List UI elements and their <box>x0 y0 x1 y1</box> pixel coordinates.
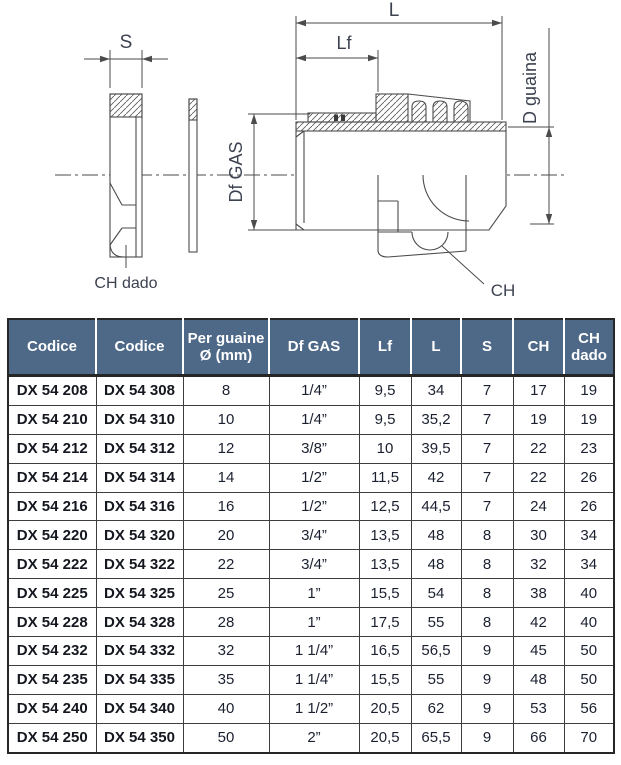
code-cell: DX 54 220 <box>8 521 96 550</box>
table-cell: 11,5 <box>359 463 411 492</box>
table-cell: 8 <box>183 376 269 406</box>
label-ch: CH <box>490 281 516 300</box>
table-cell: 50 <box>564 665 614 694</box>
table-cell: 19 <box>564 405 614 434</box>
code-cell: DX 54 232 <box>8 637 96 666</box>
column-header: CH <box>513 319 564 376</box>
table-cell: 13,5 <box>359 550 411 579</box>
code-cell: DX 54 222 <box>8 550 96 579</box>
table-cell: 34 <box>564 550 614 579</box>
code-cell: DX 54 212 <box>8 434 96 463</box>
code-cell: DX 54 216 <box>8 492 96 521</box>
table-cell: 42 <box>513 608 564 637</box>
code-cell: DX 54 312 <box>96 434 183 463</box>
table-cell: 28 <box>183 608 269 637</box>
code-cell: DX 54 340 <box>96 694 183 723</box>
table-cell: 22 <box>183 550 269 579</box>
table-cell: 12 <box>183 434 269 463</box>
table-cell: 50 <box>183 723 269 752</box>
table-cell: 9 <box>461 637 513 666</box>
table-cell: 20 <box>183 521 269 550</box>
table-cell: 19 <box>513 405 564 434</box>
table-cell: 55 <box>411 608 461 637</box>
table-cell: 3/8” <box>269 434 359 463</box>
table-body <box>8 376 614 753</box>
table-cell: 7 <box>461 492 513 521</box>
table-cell: 30 <box>513 521 564 550</box>
technical-drawing <box>0 0 621 312</box>
s-dimension <box>84 50 168 88</box>
lf-dimension <box>296 50 378 92</box>
table-cell: 40 <box>183 694 269 723</box>
table-row <box>8 434 614 463</box>
table-cell: 25 <box>183 579 269 608</box>
column-header: Df GAS <box>269 319 359 376</box>
column-header: L <box>411 319 461 376</box>
table-cell: 1 1/4” <box>269 637 359 666</box>
table-row <box>8 521 614 550</box>
column-header: S <box>461 319 513 376</box>
table-cell: 56,5 <box>411 637 461 666</box>
column-header: Codice <box>8 319 96 376</box>
label-l-dimension: L <box>388 0 400 21</box>
table-cell: 26 <box>564 463 614 492</box>
table-cell: 7 <box>461 463 513 492</box>
table-cell: 8 <box>461 608 513 637</box>
column-header: Per guaine Ø (mm) <box>183 319 269 376</box>
table-cell: 26 <box>564 492 614 521</box>
table-cell: 66 <box>513 723 564 752</box>
table-cell: 1/4” <box>269 405 359 434</box>
table-cell: 15,5 <box>359 665 411 694</box>
code-cell: DX 54 316 <box>96 492 183 521</box>
code-cell: DX 54 225 <box>8 579 96 608</box>
table-cell: 9 <box>461 665 513 694</box>
code-cell: DX 54 310 <box>96 405 183 434</box>
table-cell: 1” <box>269 579 359 608</box>
table-cell: 45 <box>513 637 564 666</box>
table-cell: 7 <box>461 405 513 434</box>
label-lf-dimension: Lf <box>336 33 352 53</box>
table-cell: 56 <box>564 694 614 723</box>
table-cell: 40 <box>564 579 614 608</box>
table-row <box>8 550 614 579</box>
table-cell: 22 <box>513 434 564 463</box>
table-cell: 1 1/4” <box>269 665 359 694</box>
nut-section <box>110 94 142 257</box>
column-header: CH dado <box>564 319 614 376</box>
table-cell: 7 <box>461 434 513 463</box>
table-cell: 10 <box>183 405 269 434</box>
table-header-row <box>8 319 614 376</box>
table-cell: 23 <box>564 434 614 463</box>
table-row <box>8 405 614 434</box>
column-header: Codice <box>96 319 183 376</box>
washer-section <box>189 99 197 252</box>
dimensions-table <box>7 318 615 754</box>
table-cell: 17 <box>513 376 564 406</box>
table-cell: 50 <box>564 637 614 666</box>
table-cell: 32 <box>183 637 269 666</box>
table-cell: 24 <box>513 492 564 521</box>
table-cell: 53 <box>513 694 564 723</box>
column-header: Lf <box>359 319 411 376</box>
table-cell: 22 <box>513 463 564 492</box>
table-cell: 15,5 <box>359 579 411 608</box>
table-cell: 20,5 <box>359 694 411 723</box>
table-cell: 34 <box>564 521 614 550</box>
code-cell: DX 54 325 <box>96 579 183 608</box>
label-s-dimension: S <box>119 32 133 53</box>
code-cell: DX 54 308 <box>96 376 183 406</box>
table-cell: 12,5 <box>359 492 411 521</box>
table-row <box>8 723 614 752</box>
table-row <box>8 376 614 406</box>
table-cell: 42 <box>411 463 461 492</box>
code-cell: DX 54 214 <box>8 463 96 492</box>
code-cell: DX 54 228 <box>8 608 96 637</box>
table-row <box>8 608 614 637</box>
table-row <box>8 492 614 521</box>
table-cell: 2” <box>269 723 359 752</box>
table-cell: 54 <box>411 579 461 608</box>
table-cell: 14 <box>183 463 269 492</box>
table-cell: 39,5 <box>411 434 461 463</box>
table-cell: 9 <box>461 723 513 752</box>
label-ch-dado: CH dado <box>94 275 158 292</box>
table-cell: 32 <box>513 550 564 579</box>
table-cell: 10 <box>359 434 411 463</box>
table-cell: 7 <box>461 376 513 406</box>
table-row <box>8 463 614 492</box>
table-cell: 48 <box>513 665 564 694</box>
code-cell: DX 54 235 <box>8 665 96 694</box>
table-cell: 3/4” <box>269 521 359 550</box>
table-cell: 17,5 <box>359 608 411 637</box>
table-cell: 19 <box>564 376 614 406</box>
table-cell: 16 <box>183 492 269 521</box>
table-row <box>8 665 614 694</box>
fitting-section <box>296 94 506 257</box>
table-cell: 38 <box>513 579 564 608</box>
table-cell: 40 <box>564 608 614 637</box>
table-cell: 35 <box>183 665 269 694</box>
table-cell: 1” <box>269 608 359 637</box>
table-cell: 8 <box>461 521 513 550</box>
table-cell: 48 <box>411 521 461 550</box>
table-cell: 16,5 <box>359 637 411 666</box>
table-cell: 1 1/2” <box>269 694 359 723</box>
code-cell: DX 54 322 <box>96 550 183 579</box>
table-cell: 62 <box>411 694 461 723</box>
label-df-gas: Df GAS <box>226 141 246 203</box>
table-cell: 9,5 <box>359 405 411 434</box>
code-cell: DX 54 320 <box>96 521 183 550</box>
code-cell: DX 54 208 <box>8 376 96 406</box>
table-cell: 9,5 <box>359 376 411 406</box>
code-cell: DX 54 240 <box>8 694 96 723</box>
table-cell: 3/4” <box>269 550 359 579</box>
table-cell: 55 <box>411 665 461 694</box>
label-d-guaina: D guaina <box>520 51 540 125</box>
table-cell: 1/2” <box>269 492 359 521</box>
code-cell: DX 54 328 <box>96 608 183 637</box>
table-cell: 65,5 <box>411 723 461 752</box>
table-cell: 8 <box>461 579 513 608</box>
table-cell: 1/2” <box>269 463 359 492</box>
table-cell: 44,5 <box>411 492 461 521</box>
table-cell: 8 <box>461 550 513 579</box>
table-cell: 48 <box>411 550 461 579</box>
table-cell: 1/4” <box>269 376 359 406</box>
code-cell: DX 54 350 <box>96 723 183 752</box>
table-cell: 13,5 <box>359 521 411 550</box>
table-cell: 20,5 <box>359 723 411 752</box>
table-cell: 34 <box>411 376 461 406</box>
table-row <box>8 637 614 666</box>
table-row <box>8 579 614 608</box>
code-cell: DX 54 332 <box>96 637 183 666</box>
table-row <box>8 694 614 723</box>
code-cell: DX 54 250 <box>8 723 96 752</box>
code-cell: DX 54 210 <box>8 405 96 434</box>
code-cell: DX 54 314 <box>96 463 183 492</box>
table-cell: 70 <box>564 723 614 752</box>
table-cell: 9 <box>461 694 513 723</box>
code-cell: DX 54 335 <box>96 665 183 694</box>
table-cell: 35,2 <box>411 405 461 434</box>
